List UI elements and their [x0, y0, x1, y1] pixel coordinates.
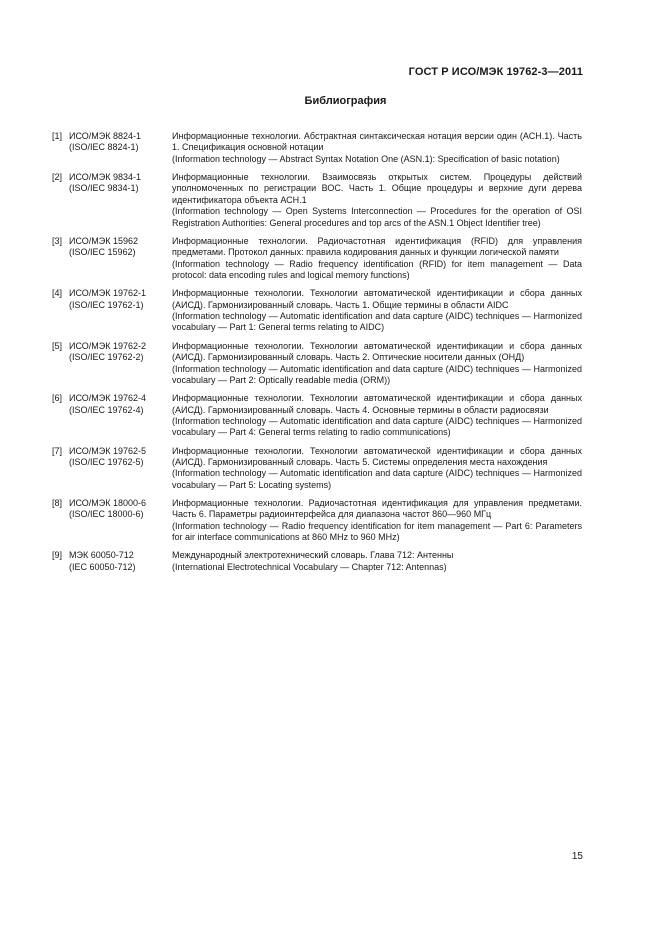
entry-description: [172, 550, 582, 573]
entry-description: [172, 498, 582, 544]
entry-standard-code: [69, 446, 172, 492]
description-english: (Information technology — Automatic identification and data capture (AIDC) techniques — Harmonized vocabulary — Part 1: General terms relating to AIDC): [172, 311, 582, 333]
entry-description: [172, 131, 582, 165]
description-russian: Информационные технологии. Радиочастотная идентификация для управления предметами. Часть 6. Параметры радиоинтерфейса для диапазона частот 860—960 МГц: [172, 497, 582, 520]
standard-code-line: (ISO/IEC 19762-2): [69, 352, 144, 363]
entry-description: [172, 393, 582, 439]
standard-code-line: (ISO/IEC 8824-1): [69, 142, 139, 153]
entry-number: [3]: [52, 235, 63, 246]
bibliography-entry: [52, 288, 582, 334]
standard-code-line: (ISO/IEC 19762-5): [69, 456, 144, 467]
description-english: (Information technology — Radio frequency identification (RFID) for item management — Data protocol: data encoding rules and logical memory functions): [172, 258, 582, 281]
entry-standard-code: [69, 498, 172, 544]
standard-code-line: (ISO/IEC 9834-1): [69, 183, 139, 194]
entry-standard-code: [69, 236, 172, 282]
description-english: (Information technology — Abstract Syntax Notation One (ASN.1): Specification of basic notation): [172, 153, 560, 164]
standard-code-line: (ISO/IEC 18000-6): [69, 509, 144, 520]
entry-number: [7]: [52, 445, 63, 456]
standard-code-line: ИСО/МЭК 19762-2: [69, 340, 147, 351]
standard-code-line: ИСО/МЭК 19762-1: [69, 288, 147, 299]
entry-description: [172, 236, 582, 282]
standard-header: ГОСТ Р ИСО/МЭК 19762-3—2011: [408, 66, 583, 78]
description-russian: Международный электротехнический словарь. Глава 712: Антенны: [172, 550, 454, 561]
bibliography-entry: [52, 550, 582, 573]
standard-code-line: (ISO/IEC 19762-1): [69, 299, 144, 310]
entry-number: [1]: [52, 131, 63, 141]
entry-description: [172, 172, 582, 229]
bibliography-entry: [52, 131, 582, 165]
entry-number: [2]: [52, 172, 63, 183]
entry-number: [4]: [52, 288, 63, 299]
standard-code-line: ИСО/МЭК 8824-1: [69, 131, 142, 141]
entry-standard-code: [69, 393, 172, 439]
bibliography-entry: [52, 498, 582, 544]
standard-code-line: ИСО/МЭК 19762-5: [69, 445, 147, 456]
standard-code-line: ИСО/МЭК 18000-6: [69, 497, 147, 508]
entry-standard-code: [69, 288, 172, 334]
description-russian: Информационные технологии. Абстрактная синтаксическая нотация версии один (АСН.1). Часть 1. Спецификация основной нотации: [172, 131, 582, 153]
description-english: (Information technology — Automatic identification and data capture (AIDC) techniques — Harmonized vocabulary — Part 4: General terms relating to radio communications): [172, 415, 582, 438]
entry-description: [172, 341, 582, 387]
bibliography-entry: [52, 446, 582, 492]
entry-description: [172, 288, 582, 334]
entry-description: [172, 446, 582, 492]
entry-number: [5]: [52, 340, 63, 351]
standard-code-line: ИСО/МЭК 19762-4: [69, 393, 147, 404]
description-russian: Информационные технологии. Радиочастотная идентификация (RFID) для управления предметами. Протокол данных: правила кодирования данных и функции логической памяти: [172, 235, 582, 258]
entry-standard-code: [69, 341, 172, 387]
standard-code-line: (ISO/IEC 19762-4): [69, 404, 144, 415]
standard-code-line: ИСО/МЭК 15962: [69, 235, 139, 246]
entry-standard-code: [69, 172, 172, 229]
entry-number: [6]: [52, 393, 63, 404]
page-title: Библиография: [304, 95, 387, 107]
bibliography-entry: [52, 236, 582, 282]
entry-number: [8]: [52, 497, 63, 508]
description-russian: Информационные технологии. Технологии автоматической идентификации и сбора данных (АИСД). Гармонизированный словарь. Часть 2. Оптические носители данных (ОНД): [172, 340, 582, 363]
standard-code-line: МЭК 60050-712: [69, 550, 134, 561]
page-number: 15: [571, 851, 583, 862]
description-russian: Информационные технологии. Технологии автоматической идентификации и сбора данных (АИСД). Гармонизированный словарь. Часть 5. Системы определения места нахождения: [172, 445, 582, 467]
standard-code-line: (IEC 60050-712): [69, 561, 136, 572]
bibliography-entry: [52, 341, 582, 387]
description-russian: Информационные технологии. Взаимосвязь открытых систем. Процедуры действий уполномоченных по регистрации ВОС. Часть 1. Общие процедуры и верхние дуги дерева идентификатора объекта АСН.1: [172, 172, 582, 205]
bibliography-entry: [52, 172, 582, 229]
standard-code-line: ИСО/МЭК 9834-1: [69, 172, 142, 183]
entry-standard-code: [69, 131, 172, 165]
description-english: (International Electrotechnical Vocabulary — Chapter 712: Antennas): [172, 561, 447, 572]
description-russian: Информационные технологии. Технологии автоматической идентификации и сбора данных (АИСД). Гармонизированный словарь. Часть 1. Общие термины в области AIDC: [172, 288, 582, 310]
entry-number: [9]: [52, 550, 63, 561]
bibliography-entry: [52, 393, 582, 439]
description-english: (Information technology — Automatic identification and data capture (AIDC) techniques — Harmonized vocabulary — Part 5: Locating systems): [172, 468, 582, 490]
description-english: (Information technology — Radio frequency identification for item management — Part 6: Parameters for air interface communications at 860 MHz to 960 MHz): [172, 520, 582, 543]
description-english: (Information technology — Open Systems Interconnection — Procedures for the operation of OSI Registration Authorities: General procedures and top arcs of the ASN.1 Object Identifier tree): [172, 206, 582, 228]
description-english: (Information technology — Automatic identification and data capture (AIDC) techniques — Harmonized vocabulary — Part 2: Optically readable media (ORM)): [172, 363, 582, 385]
standard-code-line: (ISO/IEC 15962): [69, 247, 136, 258]
description-russian: Информационные технологии. Технологии автоматической идентификации и сбора данных (АИСД). Гармонизированный словарь. Часть 4. Основные термины в области радиосвязи: [172, 393, 582, 415]
entry-standard-code: [69, 550, 172, 573]
bibliography-list: [52, 131, 582, 580]
